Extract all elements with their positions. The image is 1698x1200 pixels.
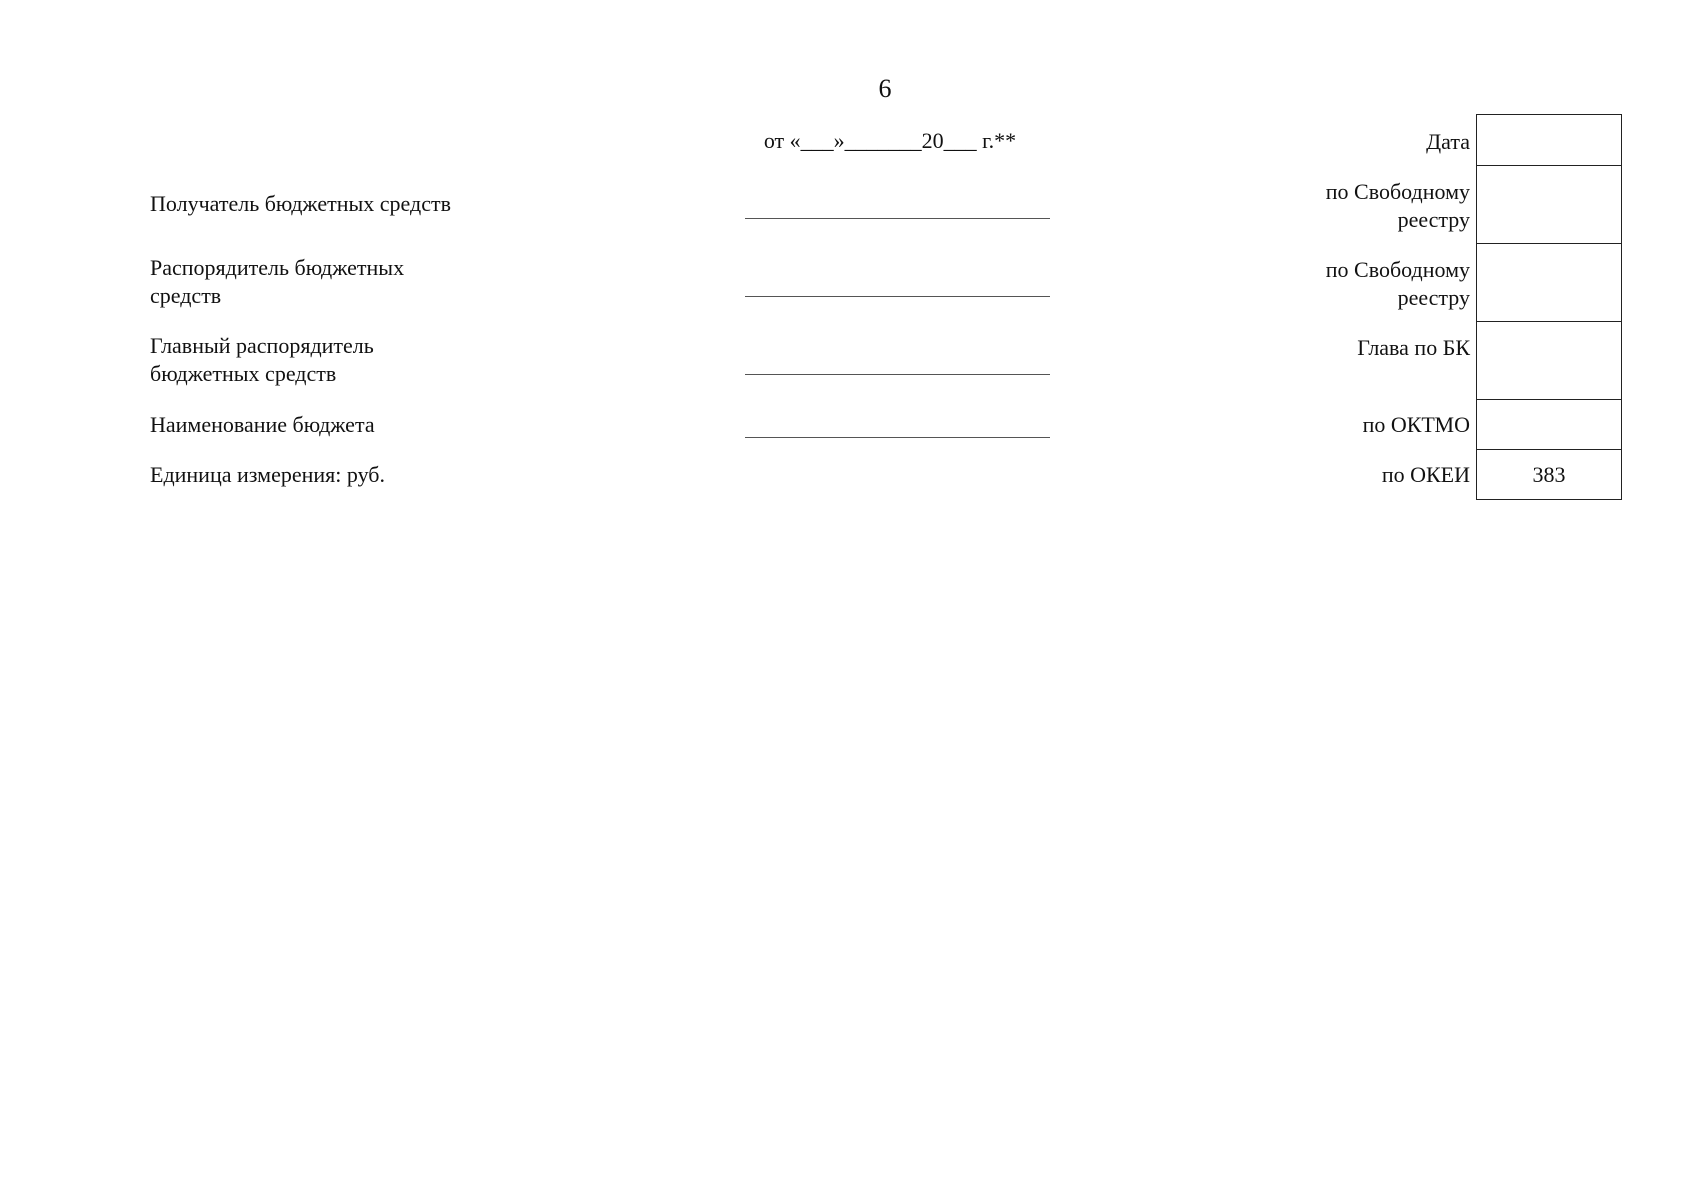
page-number: 6 [878, 74, 892, 103]
document-date-line: от «___»_______20___ г.** [763, 128, 1017, 153]
budget-name-input-line[interactable] [745, 437, 1050, 438]
bk-chapter-code-text: Глава по БК [1357, 335, 1470, 360]
okei-code-label [1160, 461, 1470, 489]
oktmo-code-text: по ОКТМО [1362, 412, 1470, 437]
budget-recipient-label [150, 190, 570, 218]
budget-recipient-text: Получатель бюджетных средств [150, 191, 451, 216]
chief-budget-manager-input-line[interactable] [745, 374, 1050, 375]
bk-chapter-code-label [1160, 334, 1470, 362]
budget-recipient-input-line[interactable] [745, 218, 1050, 219]
okei-code-text: по ОКЕИ [1381, 462, 1470, 487]
codes-table [1476, 114, 1622, 500]
bk-chapter-code-cell[interactable] [1477, 322, 1621, 400]
unit-of-measure-text: Единица измерения: руб. [150, 462, 385, 487]
budget-manager-text-line1: Распорядитель бюджетных [150, 255, 405, 280]
unit-of-measure-label [150, 461, 570, 489]
registry-code-cell-2[interactable] [1477, 244, 1621, 322]
date-code-cell[interactable] [1477, 115, 1621, 166]
date-code-label [1160, 128, 1470, 156]
okei-code-cell[interactable]: 383 [1477, 450, 1621, 500]
chief-budget-manager-text-line2: бюджетных средств [150, 361, 337, 386]
registry-code-label-2 [1160, 256, 1470, 312]
registry-code-cell-1[interactable] [1477, 166, 1621, 244]
date-code-text: Дата [1426, 129, 1470, 154]
registry-code-label-1 [1160, 178, 1470, 234]
budget-name-text: Наименование бюджета [150, 412, 375, 437]
registry-code-1-line2: реестру [1397, 207, 1470, 232]
oktmo-code-cell[interactable] [1477, 400, 1621, 450]
chief-budget-manager-label [150, 332, 570, 388]
oktmo-code-label [1160, 411, 1470, 439]
chief-budget-manager-text-line1: Главный распорядитель [150, 333, 374, 358]
budget-name-label [150, 411, 570, 439]
budget-manager-label [150, 254, 570, 310]
budget-manager-text-line2: средств [150, 283, 222, 308]
budget-manager-input-line[interactable] [745, 296, 1050, 297]
registry-code-2-line2: реестру [1397, 285, 1470, 310]
registry-code-2-line1: по Свободному [1325, 257, 1470, 282]
registry-code-1-line1: по Свободному [1325, 179, 1470, 204]
